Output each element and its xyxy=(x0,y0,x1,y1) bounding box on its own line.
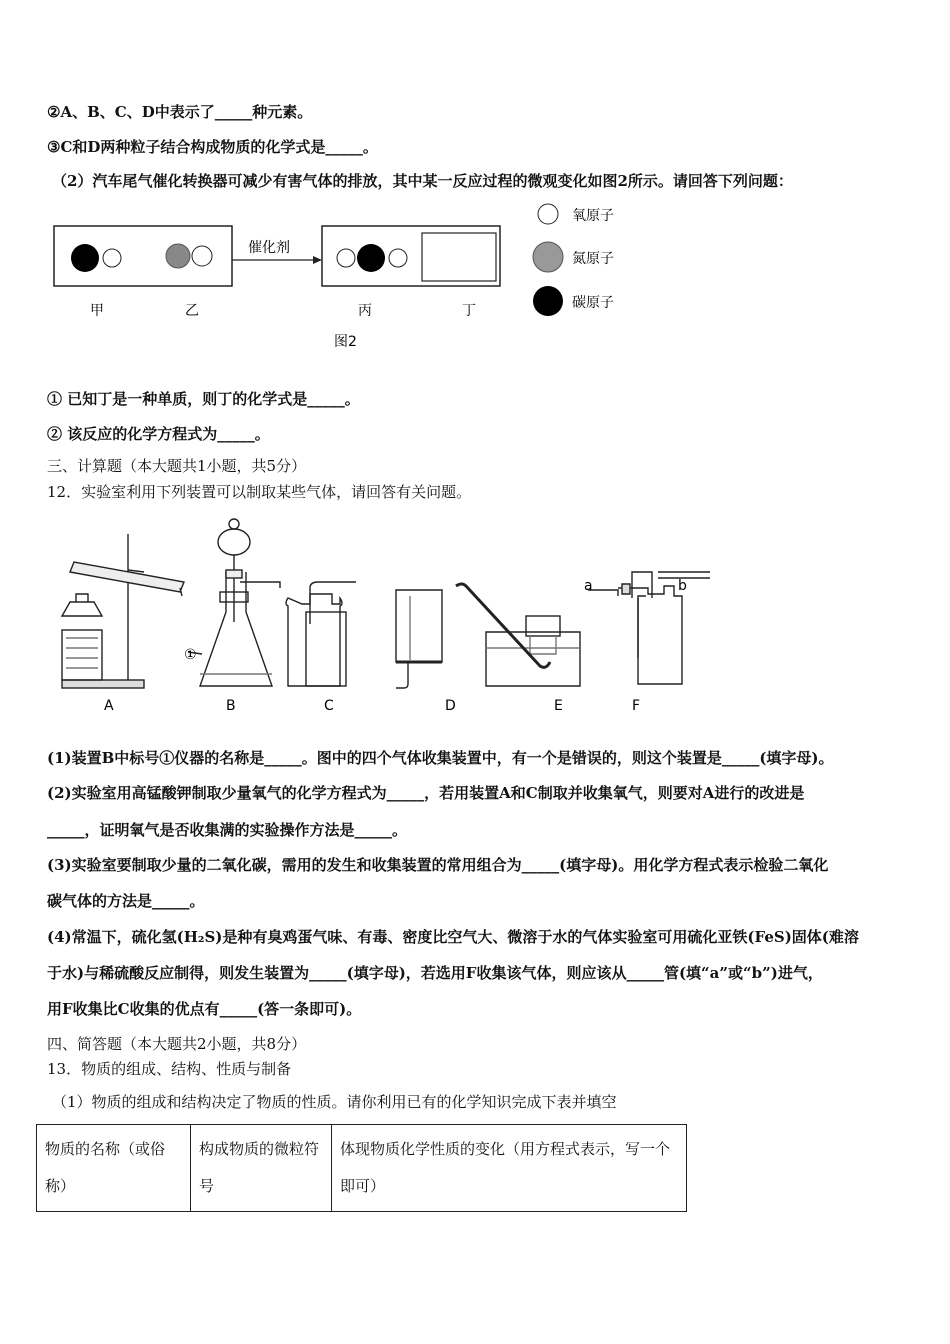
label-e: E xyxy=(554,698,563,714)
section4-heading: 四、简答题（本大题共2小题，共8分） xyxy=(47,1035,307,1053)
apparatus-f xyxy=(588,572,710,684)
label-d: D xyxy=(445,698,456,714)
q12-stem: 12．实验室利用下列装置可以制取某些气体，请回答有关问题。 xyxy=(47,483,472,501)
q12-line-6: (4)常温下，硫化氢(H₂S)是种有臭鸡蛋气味、有毒、密度比空气大、微溶于水的气体实验室可用硫化亚铁(FeS)固体(难溶 xyxy=(47,928,859,946)
label-yi: 乙 xyxy=(185,303,199,319)
q13-part1: （1）物质的组成和结构决定了物质的性质。请你利用已有的化学知识完成下表并填空 xyxy=(52,1093,617,1111)
apparatus-e xyxy=(456,584,580,686)
legend-nitrogen-label: 氮原子 xyxy=(572,251,614,267)
legend-oxygen-icon xyxy=(538,204,558,224)
q12-line-7: 于水)与稀硫酸反应制得，则发生装置为_____(填字母)，若选用F收集该气体，则应该从_____管(填“a”或“b”)进气， xyxy=(47,964,823,982)
oxygen-atom-icon xyxy=(103,249,121,267)
label-f: F xyxy=(632,698,641,714)
carbon-atom-icon xyxy=(357,244,385,272)
label-ding: 丁 xyxy=(462,303,476,319)
q12-line-2: (2)实验室用高锰酸钾制取少量氧气的化学方程式为_____，若用装置A和C制取并收集氧气，则要对A进行的改进是 xyxy=(47,784,805,802)
oxygen-atom-icon xyxy=(389,249,407,267)
oxygen-atom-icon xyxy=(192,246,212,266)
carbon-atom-icon xyxy=(71,244,99,272)
table-row xyxy=(37,1125,687,1212)
q11-item3: ③C和D两种粒子结合构成物质的化学式是_____。 xyxy=(47,138,378,156)
apparatus-figure xyxy=(40,512,720,722)
label-c: C xyxy=(324,698,334,714)
q11-item2: ②A、B、C、D中表示了_____种元素。 xyxy=(47,103,313,121)
legend-oxygen-label: 氧原子 xyxy=(572,208,614,224)
q11-sub1: ① 已知丁是一种单质，则丁的化学式是_____。 xyxy=(47,390,360,408)
q12-line-1: (1)装置B中标号①仪器的名称是_____。图中的四个气体收集装置中，有一个是错误的，则这个装置是_____(填字母)。 xyxy=(47,749,834,767)
legend-nitrogen-icon xyxy=(533,242,563,272)
figure-caption: 图2 xyxy=(334,334,357,350)
legend-carbon-icon xyxy=(533,286,563,316)
apparatus-c xyxy=(286,582,356,686)
port-a-label: a xyxy=(584,578,593,594)
label-a: A xyxy=(104,698,114,714)
q13-stem: 13．物质的组成、结构、性质与制备 xyxy=(47,1060,292,1078)
table-header-change: 体现物质化学性质的变化（用方程式表示，写一个即可） xyxy=(332,1125,687,1212)
arrow-head-icon xyxy=(313,256,322,264)
apparatus-a xyxy=(62,534,184,688)
table-header-particle: 构成物质的微粒符号 xyxy=(191,1125,332,1212)
marker-1: ① xyxy=(184,647,197,663)
apparatus-b xyxy=(188,519,280,686)
legend-carbon-label: 碳原子 xyxy=(572,295,614,311)
q11-part2: （2）汽车尾气催化转换器可减少有害气体的排放，其中某一反应过程的微观变化如图2所示。请回答下列问题： xyxy=(52,172,793,190)
label-bing: 丙 xyxy=(358,303,372,319)
nitrogen-atom-icon xyxy=(166,244,190,268)
port-b-label: b xyxy=(678,578,687,594)
oxygen-atom-icon xyxy=(337,249,355,267)
q12-line-8: 用F收集比C收集的优点有_____(答一条即可)。 xyxy=(47,1000,362,1018)
label-jia: 甲 xyxy=(90,303,104,319)
q11-sub2: ② 该反应的化学方程式为_____。 xyxy=(47,425,270,443)
figure-2 xyxy=(40,195,660,355)
answer-table xyxy=(36,1124,687,1212)
arrow-label: 催化剂 xyxy=(248,240,290,256)
table-header-name: 物质的名称（或俗称） xyxy=(37,1125,191,1212)
section3-heading: 三、计算题（本大题共1小题，共5分） xyxy=(47,457,307,475)
apparatus-d xyxy=(396,590,442,688)
product-d-box xyxy=(422,233,496,281)
q12-line-5: 碳气体的方法是_____。 xyxy=(47,892,205,910)
label-b: B xyxy=(226,698,236,714)
q12-line-3: _____，证明氧气是否收集满的实验操作方法是_____。 xyxy=(47,821,408,839)
q12-line-4: (3)实验室要制取少量的二氧化碳，需用的发生和收集装置的常用组合为_____(填字母)。用化学方程式表示检验二氧化 xyxy=(47,856,829,874)
